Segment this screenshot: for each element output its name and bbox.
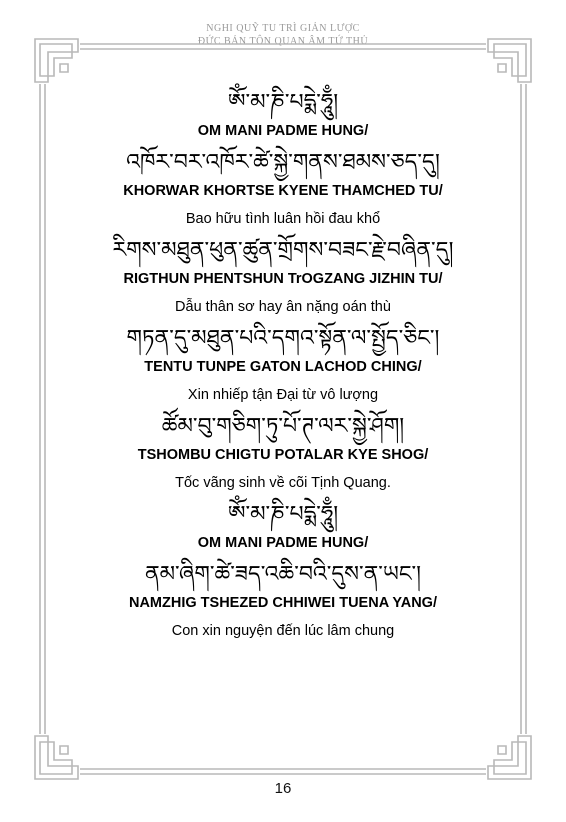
transliteration-line: KHORWAR KHORTSE KYENE THAMCHED TU/ [123, 183, 443, 199]
verse-4 [40, 322, 526, 404]
transliteration-line: NAMZHIG TSHEZED CHHIWEI TUENA YANG/ [128, 595, 437, 611]
page-number: 16 [274, 780, 292, 797]
tibetan-line: ནམ་ཞིག་ཚེ་ཟད་འཆི་བའི་དུས་ན་ཡང་། [144, 562, 422, 587]
vietnamese-line: Bao hữu tình luân hồi đau khổ [185, 211, 381, 227]
vietnamese-line: Tốc vãng sinh về cõi Tịnh Quang. [175, 475, 391, 491]
header-line-1: NGHI QUỸ TU TRÌ GIẢN LƯỢC [206, 23, 360, 34]
tibetan-line: ཨོཾ་མ་ཎི་པདྨེ་ཧཱུྃ། [227, 502, 339, 527]
verse-7 [40, 558, 526, 640]
verse-list [40, 80, 526, 640]
tibetan-line: འཁོར་བར་འཁོར་ཚེ་སྐྱེ་གནས་ཐམས་ཅད་དུ། [126, 150, 440, 175]
transliteration-line: TENTU TUNPE GATON LACHOD CHING/ [144, 359, 422, 375]
verse-5 [40, 410, 526, 492]
header-line-2: ĐỨC BẢN TÔN QUAN ÂM TỨ THỦ [197, 36, 369, 47]
tibetan-line: རིགས་མཐུན་ཕུན་ཚུན་གྲོགས་བཟང་རྗེ་བཞིན་དུ། [112, 238, 454, 263]
transliteration-line: TSHOMBU CHIGTU POTALAR KYE SHOG/ [137, 447, 429, 463]
transliteration-line: RIGTHUN PHENTSHUN TrOGZANG JIZHIN TU/ [123, 271, 443, 287]
tibetan-line: གཏན་དུ་མཐུན་པའི་དགའ་སྟོན་ལ་སྤྱོད་ཅིང་། [126, 326, 440, 351]
verse-6 [40, 498, 526, 552]
verse-1 [40, 86, 526, 140]
transliteration-line: OM MANI PADME HUNG/ [197, 535, 369, 551]
tibetan-line: ཚོམ་བུ་གཅིག་ཏུ་པོ་ཊ་ལར་སྐྱེ་ཤོག། [161, 414, 405, 439]
running-header [0, 22, 566, 48]
transliteration-line: OM MANI PADME HUNG/ [197, 123, 369, 139]
verse-2 [40, 146, 526, 228]
verse-3 [40, 234, 526, 316]
vietnamese-line: Xin nhiếp tận Đại từ vô lượng [187, 387, 379, 403]
vietnamese-line: Con xin nguyện đến lúc lâm chung [171, 623, 395, 639]
vietnamese-line: Dẫu thân sơ hay ân nặng oán thù [175, 299, 391, 315]
tibetan-line: ཨོཾ་མ་ཎི་པདྨེ་ཧཱུྃ། [227, 90, 339, 115]
